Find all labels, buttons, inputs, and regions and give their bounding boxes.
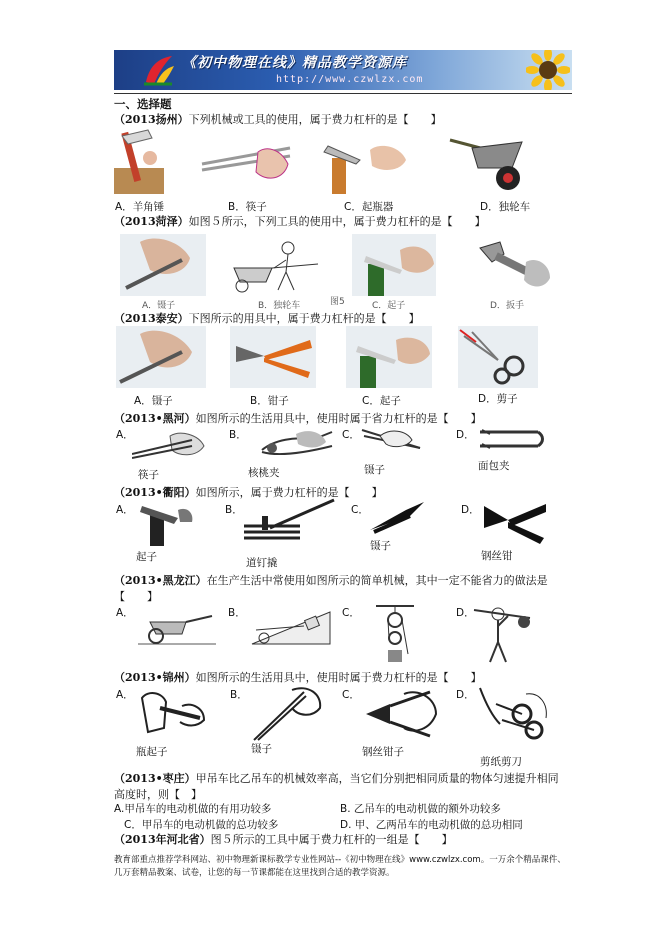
wire-pliers-sketch (478, 498, 548, 544)
wheelbarrow-picture (442, 132, 532, 194)
option-label: 起子 (379, 395, 401, 407)
option-letter: D． (478, 393, 497, 405)
claw-hammer-picture (114, 128, 164, 194)
crowbar-sketch (240, 498, 336, 544)
choice-a: A.甲吊车的电动机做的有用功较多 (114, 803, 272, 815)
option-b (250, 393, 289, 408)
section-title: 一、选择题 (114, 97, 172, 111)
option-letter: A． (142, 301, 158, 311)
question-8 (114, 770, 559, 786)
banner-title: 《初中物理在线》精品教学资源库 (182, 55, 407, 71)
question-text: 如图所示的生活用具中，使用时属于费力杠杆的是【 】 (195, 671, 482, 684)
question-source: （2013扬州） (114, 113, 189, 126)
option-label: 筷子 (138, 469, 159, 481)
question-source: （2013•黑河） (114, 412, 196, 425)
option-d-letter: D． (456, 607, 475, 619)
option-d-letter: D． (456, 429, 475, 441)
header-rule (114, 93, 572, 94)
option-label: 核桃夹 (248, 467, 280, 479)
option-b-letter: B． (230, 689, 248, 701)
option-letter: B． (258, 301, 274, 311)
option-c-letter: C． (342, 689, 360, 701)
option-a-letter: A． (116, 504, 134, 516)
opener-photo (346, 326, 432, 388)
option-label: 钳子 (267, 395, 289, 407)
question-7 (114, 669, 482, 685)
option-a (115, 199, 164, 214)
banner-url[interactable]: http://www.czwlzx.com (276, 74, 424, 85)
option-a-letter: A． (116, 429, 134, 441)
question-text: 如图５所示，下列工具的使用中，属于费力杠杆的是【 】 (188, 215, 486, 228)
option-b-letter: B． (228, 607, 246, 619)
tweezers-photo (120, 234, 206, 296)
figure-label: 图5 (330, 297, 345, 307)
option-label: 钢丝钳 (481, 550, 513, 562)
option-d (490, 298, 524, 311)
question-text: 在生产生活中常使用如图所示的简单机械，其中一定不能省力的做法是 (206, 574, 548, 587)
bottle-opener-sketch (138, 500, 196, 546)
question-1 (114, 111, 442, 127)
question-text: 图５所示的工具中属于费力杠杆的一组是【 】 (210, 833, 453, 846)
site-logo-icon (142, 54, 176, 86)
option-c-letter: C． (351, 504, 369, 516)
option-letter: B． (250, 395, 268, 407)
bottle-opener-picture (320, 136, 410, 194)
option-d (480, 199, 530, 214)
option-label: 镊子 (364, 464, 385, 476)
option-label: 镊子 (157, 301, 176, 311)
option-b-letter: B． (229, 429, 247, 441)
inclined-plane-diagram (250, 608, 332, 646)
option-letter: B． (228, 201, 246, 213)
option-label: 道钉撬 (246, 557, 278, 569)
option-label: 钢丝钳子 (362, 746, 404, 758)
option-d-letter: D． (456, 689, 475, 701)
site-banner (114, 50, 572, 90)
tweezers-sketch (366, 500, 426, 536)
option-label: 剪纸剪刀 (480, 756, 522, 768)
option-a-letter: A． (116, 689, 134, 701)
question-9 (114, 831, 453, 847)
option-letter: C． (372, 301, 388, 311)
choice-d: D. 甲、乙两吊车的电动机做的总功相同 (340, 819, 523, 831)
option-letter: D． (490, 301, 506, 311)
option-c (362, 393, 401, 408)
option-letter: C． (362, 395, 380, 407)
wheelbarrow-worker-picture (228, 238, 324, 296)
question-text: 下图所示的用具中，属于费力杠杆的是【 】 (188, 312, 420, 325)
tweezers-sketch (360, 426, 434, 460)
opener-photo (352, 234, 436, 296)
option-letter: A． (115, 201, 133, 213)
question-2 (114, 213, 486, 229)
option-a-letter: A． (116, 607, 134, 619)
question-3 (114, 310, 420, 326)
question-source: （2013•锦州） (114, 671, 196, 684)
hand-pliers-sketch (360, 684, 440, 744)
option-label: 剪子 (496, 393, 518, 405)
option-c (344, 199, 393, 214)
choice-b: B. 乙吊车的电动机做的额外功较多 (340, 803, 501, 815)
option-b (228, 199, 267, 214)
scissors-photo (458, 326, 538, 388)
option-label: 羊角锤 (132, 201, 165, 213)
option-label: 镊子 (370, 540, 391, 552)
option-a (134, 393, 173, 408)
option-label: 起瓶器 (361, 201, 394, 213)
option-c-letter: C． (342, 429, 360, 441)
pliers-photo (230, 326, 316, 388)
question-text: 甲吊车比乙吊车的机械效率高，当它们分别把相同质量的物体匀速提升相同 (195, 772, 559, 785)
hand-tweezers-sketch (252, 684, 324, 742)
option-label: 筷子 (245, 201, 267, 213)
option-label: 独轮车 (498, 201, 531, 213)
nutcracker-sketch (252, 426, 336, 462)
option-d (478, 391, 518, 406)
option-label: 扳手 (505, 301, 524, 311)
question-6-bracket: 【 】 (114, 590, 158, 603)
question-source: （2013•黑龙江） (114, 574, 207, 587)
option-letter: D． (480, 201, 499, 213)
option-label: 面包夹 (478, 460, 510, 472)
pulley-diagram (372, 604, 418, 664)
tweezers-photo (116, 326, 206, 388)
option-d-letter: D． (461, 504, 480, 516)
question-text: 如图所示的生活用具中，使用时属于省力杠杆的是【 】 (195, 412, 482, 425)
option-label: 独轮车 (273, 301, 301, 311)
option-label: 瓶起子 (136, 746, 168, 758)
question-6 (114, 572, 548, 588)
page-footer: 教育部重点推荐学科网站、初中物理新课标教学专业性网站--《初中物理在线》www.czwlzx.com。一万余个精品课件、几万套精品教案、试卷，让您的每一节课都能在这里找到合适的教学资源。 (114, 855, 566, 878)
wheelbarrow-diagram (138, 610, 216, 646)
option-letter: C． (344, 201, 362, 213)
question-source: （2013•衢阳） (114, 486, 196, 499)
option-label: 镊子 (151, 395, 173, 407)
choice-c: C．甲吊车的电动机做的总功较多 (124, 819, 279, 831)
option-c-letter: C． (342, 607, 360, 619)
option-label: 起子 (136, 551, 157, 563)
question-source: （2013•枣庄） (114, 772, 196, 785)
question-text: 如图所示，属于费力杠杆的是【 】 (195, 486, 383, 499)
question-4 (114, 410, 482, 426)
chopsticks-sketch (132, 428, 208, 464)
carrying-pole-figure (472, 600, 532, 664)
question-text: 下列机械或工具的使用，属于费力杠杆的是【 】 (188, 113, 442, 126)
question-source: （2013年河北省） (114, 833, 211, 846)
hand-paper-scissors-sketch (476, 684, 550, 750)
option-b-letter: B． (225, 504, 243, 516)
option-label: 起子 (387, 301, 406, 311)
question-8-line2: 高度时，则【 】 (114, 788, 202, 801)
question-source: （2013泰安） (114, 312, 189, 325)
option-letter: A． (134, 395, 152, 407)
hand-bottle-opener-sketch (136, 688, 208, 742)
wrench-picture (470, 238, 552, 294)
question-source: （2013菏泽） (114, 215, 189, 228)
bread-tongs-sketch (476, 426, 544, 452)
option-label: 镊子 (251, 743, 272, 755)
sunflower-icon (526, 50, 570, 90)
chopsticks-picture (200, 134, 292, 194)
